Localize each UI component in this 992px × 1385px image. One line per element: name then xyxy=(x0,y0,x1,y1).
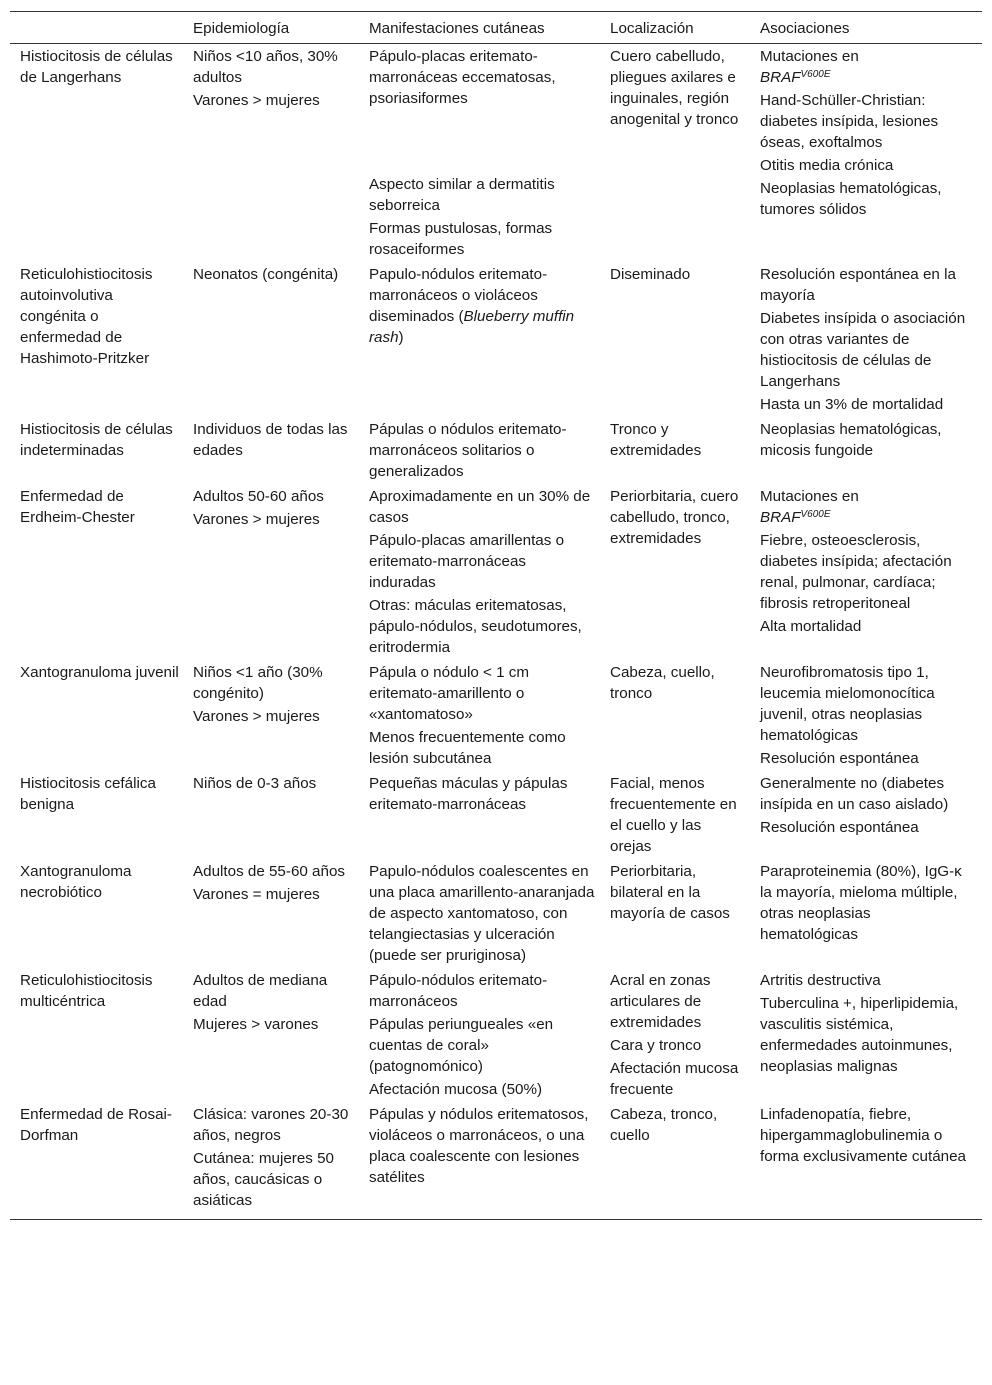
association-item: Resolución espontánea xyxy=(760,819,919,836)
epi-item: Niños <10 años, 30% adultos xyxy=(193,48,338,86)
manifestation-item: Aspecto similar a dermatitis seborreica xyxy=(369,176,555,214)
manifestation-item: Papulo-nódulos eritemato-marronáceos o violáceos diseminados (Blueberry muffin rash) xyxy=(369,266,575,346)
association-item: Mutaciones en $BRAF^{V600E}$ xyxy=(760,48,859,86)
epi-item: Adultos 50-60 años xyxy=(193,488,324,505)
disease-name: Enfermedad de Rosai-Dorfman xyxy=(20,1106,172,1144)
manifestation-item: Afectación mucosa (50%) xyxy=(369,1081,543,1098)
epi-item: Varones > mujeres xyxy=(193,708,320,725)
header-location: Localización xyxy=(610,12,760,44)
association-item: Alta mortalidad xyxy=(760,618,862,635)
location-item: Cabeza, cuello, tronco xyxy=(610,664,715,702)
location-item: Acral en zonas articulares de extremidades xyxy=(610,972,711,1031)
location-item: Periorbitaria, cuero cabelludo, tronco, extremidades xyxy=(610,488,739,547)
table-row xyxy=(10,484,982,660)
epi-item: Varones > mujeres xyxy=(193,92,320,109)
disease-name: Histiocitosis cefálica benigna xyxy=(20,775,156,813)
manifestation-item: Papulo-nódulos coalescentes en una placa amarillento-anaranjada de aspecto xantomatoso, con telangiectasias y ulceración (puede ser pruriginosa) xyxy=(369,863,595,964)
association-item: Neoplasias hematológicas, micosis fungoide xyxy=(760,421,942,459)
epi-item: Cutánea: mujeres 50 años, caucásicas o asiáticas xyxy=(193,1150,334,1209)
header-disease xyxy=(10,12,193,44)
manifestation-item: Menos frecuentemente como lesión subcutánea xyxy=(369,729,566,767)
association-item: Neurofibromatosis tipo 1, leucemia mielomonocítica juvenil, otras neoplasias hematológicas xyxy=(760,664,935,744)
manifestation-item: Pápulo-nódulos eritemato-marronáceos xyxy=(369,972,548,1010)
manifestation-item: Pápulo-placas amarillentas o eritemato-marronáceas induradas xyxy=(369,532,565,591)
epi-item: Niños de 0-3 años xyxy=(193,775,317,792)
gene-name: BRAF xyxy=(760,509,801,526)
location-item: Diseminado xyxy=(610,266,691,283)
association-item: Hasta un 3% de mortalidad xyxy=(760,396,944,413)
disease-name: Histiocitosis de células de Langerhans xyxy=(20,48,173,86)
association-item: Hand-Schüller-Christian: diabetes insípida, lesiones óseas, exoftalmos xyxy=(760,92,939,151)
header-epidemiology: Epidemiología xyxy=(193,12,369,44)
epi-item: Varones = mujeres xyxy=(193,886,320,903)
gene-name: BRAF xyxy=(760,69,801,86)
table-row xyxy=(10,417,982,484)
association-item: Diabetes insípida o asociación con otras variantes de histiocitosis de células de Langerhans xyxy=(760,310,966,390)
header-associations: Asociaciones xyxy=(760,12,982,44)
location-item: Cuero cabelludo, pliegues axilares e inguinales, región anogenital y tronco xyxy=(610,48,739,128)
disease-name: Xantogranuloma juvenil xyxy=(20,664,179,681)
disease-name: Reticulohistiocitosis multicéntrica xyxy=(20,972,153,1010)
association-item: Generalmente no (diabetes insípida en un caso aislado) xyxy=(760,775,949,813)
location-item: Tronco y extremidades xyxy=(610,421,702,459)
association-item: Tuberculina +, hiperlipidemia, vasculitis sistémica, enfermedades autoinmunes, neoplasias malignas xyxy=(760,995,959,1075)
association-item: Resolución espontánea xyxy=(760,750,919,767)
table-row xyxy=(10,1102,982,1220)
epi-item: Clásica: varones 20-30 años, negros xyxy=(193,1106,349,1144)
location-item: Facial, menos frecuentemente en el cuello y las orejas xyxy=(610,775,737,855)
manifestation-item: Pápulas y nódulos eritematosos, violáceos o marronáceos, o una placa coalescente con lesiones satélites xyxy=(369,1106,589,1186)
table-row xyxy=(10,771,982,859)
epi-item: Mujeres > varones xyxy=(193,1016,319,1033)
manifestation-item: Pequeñas máculas y pápulas eritemato-marronáceas xyxy=(369,775,568,813)
epi-item: Neonatos (congénita) xyxy=(193,266,339,283)
histiocytosis-table xyxy=(10,11,982,1220)
disease-name: Histiocitosis de células indeterminadas xyxy=(20,421,173,459)
manifestation-item: Formas pustulosas, formas rosaceiformes xyxy=(369,220,553,258)
association-item: Linfadenopatía, fiebre, hipergammaglobulinemia o forma exclusivamente cutánea xyxy=(760,1106,966,1165)
association-item: Paraproteinemia (80%), IgG-κ la mayoría, mieloma múltiple, otras neoplasias hematológicas xyxy=(760,863,962,943)
location-item: Cara y tronco xyxy=(610,1037,702,1054)
table-row xyxy=(10,859,982,968)
disease-name: Enfermedad de Erdheim-Chester xyxy=(20,488,135,526)
location-item: Afectación mucosa frecuente xyxy=(610,1060,739,1098)
association-item: Otitis media crónica xyxy=(760,157,894,174)
disease-name: Xantogranuloma necrobiótico xyxy=(20,863,132,901)
epi-item: Niños <1 año (30% congénito) xyxy=(193,664,323,702)
manifestation-item: Pápula o nódulo < 1 cm eritemato-amarillento o «xantomatoso» xyxy=(369,664,530,723)
epi-item: Individuos de todas las edades xyxy=(193,421,348,459)
header-row xyxy=(10,12,982,44)
epi-item: Adultos de 55-60 años xyxy=(193,863,345,880)
manifestation-item: Pápulas periungueales «en cuentas de coral» (patognomónico) xyxy=(369,1016,554,1075)
table-row xyxy=(10,44,982,263)
association-item: Fiebre, osteoesclerosis, diabetes insípida; afectación renal, pulmonar, cardíaca; fibrosis retroperitoneal xyxy=(760,532,952,612)
manifestation-item: Pápulo-placas eritemato-marronáceas eccematosas, psoriasiformes xyxy=(369,48,556,107)
association-item: Neoplasias hematológicas, tumores sólidos xyxy=(760,180,942,218)
manifestation-item: Aproximadamente en un 30% de casos xyxy=(369,488,591,526)
table-row xyxy=(10,660,982,771)
mutation-superscript: V600E xyxy=(800,69,831,80)
association-item: Artritis destructiva xyxy=(760,972,881,989)
manifestation-item: Otras: máculas eritematosas, pápulo-nódulos, seudotumores, eritrodermia xyxy=(369,597,582,656)
association-item: Resolución espontánea en la mayoría xyxy=(760,266,956,304)
epi-item: Adultos de mediana edad xyxy=(193,972,328,1010)
location-item: Cabeza, tronco, cuello xyxy=(610,1106,718,1144)
table-row xyxy=(10,968,982,1102)
disease-name: Reticulohistiocitosis autoinvolutiva congénita o enfermedad de Hashimoto-Pritzker xyxy=(20,266,153,367)
association-item: Mutaciones en $BRAF^{V600E}$ xyxy=(760,488,859,526)
epi-item: Varones > mujeres xyxy=(193,511,320,528)
manifestation-item: Pápulas o nódulos eritemato-marronáceos solitarios o generalizados xyxy=(369,421,567,480)
mutation-superscript: V600E xyxy=(800,509,831,520)
location-item: Periorbitaria, bilateral en la mayoría de casos xyxy=(610,863,730,922)
header-cutaneous: Manifestaciones cutáneas xyxy=(369,12,610,44)
table-row xyxy=(10,262,982,417)
